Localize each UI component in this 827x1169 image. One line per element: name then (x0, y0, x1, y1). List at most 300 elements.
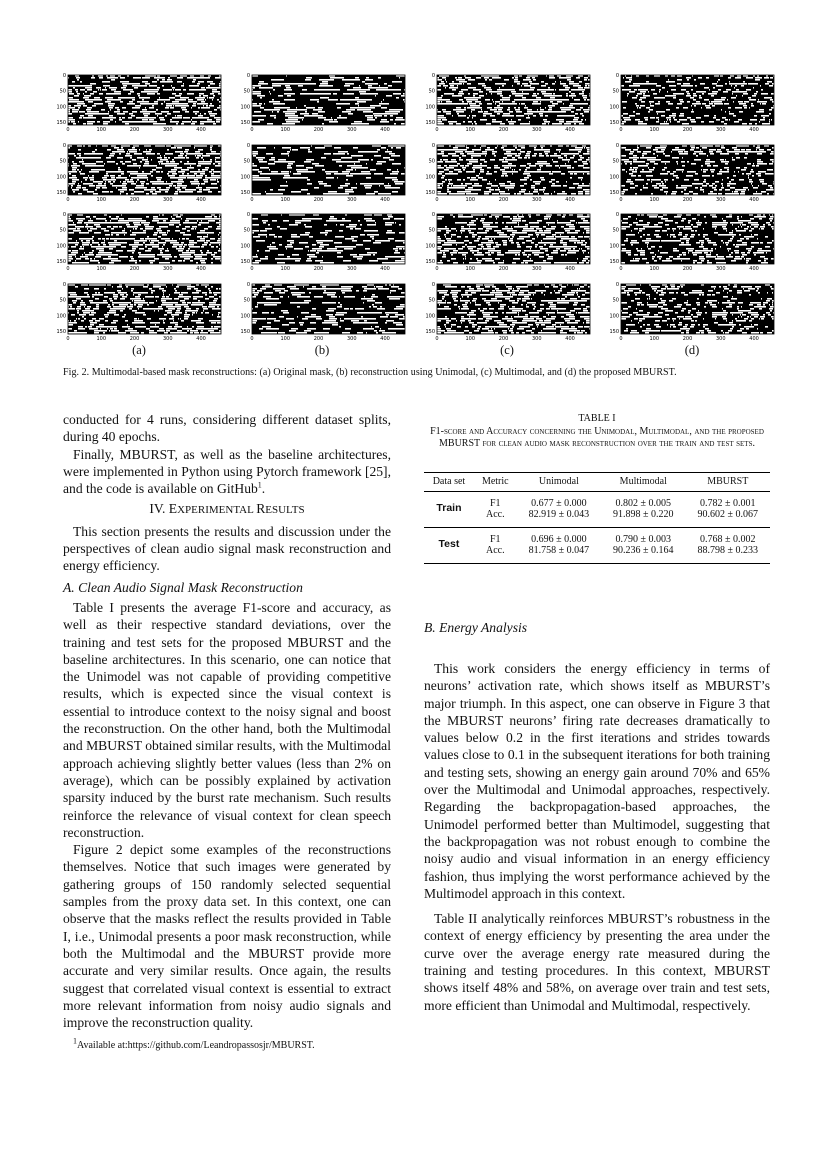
mask-speck (744, 157, 745, 159)
mask-speck (561, 77, 566, 79)
mask-speck (89, 87, 92, 89)
mask-speck (362, 89, 370, 91)
mask-speck (493, 236, 496, 238)
mask-speck (471, 155, 473, 157)
mask-speck (138, 256, 142, 258)
mask-speck (388, 240, 390, 242)
mask-speck (760, 119, 765, 121)
mask-speck (259, 121, 260, 123)
mask-speck (713, 87, 715, 89)
mask-speck (182, 109, 185, 111)
mask-speck (653, 161, 655, 163)
mask-speck (623, 189, 628, 191)
mask-speck (190, 222, 195, 224)
mask-panel (56, 143, 246, 205)
mask-speck (635, 119, 640, 121)
mask-speck (105, 181, 106, 183)
mask-speck (103, 121, 108, 123)
mask-speck (523, 260, 526, 262)
mask-speck (142, 81, 144, 83)
mask-speck (465, 183, 466, 185)
mask-speck (294, 248, 297, 250)
mask-speck (540, 109, 544, 111)
mask-speck (761, 153, 762, 155)
mask-panel (56, 212, 246, 274)
mask-speck (89, 177, 92, 179)
mask-speck (175, 99, 178, 101)
mask-speck (661, 181, 663, 183)
mask-speck (537, 232, 542, 234)
mask-speck (545, 107, 546, 109)
mask-speck (193, 242, 197, 244)
mask-speck (545, 163, 550, 165)
mask-speck (694, 151, 696, 153)
mask-speck (191, 153, 194, 155)
mask-speck (562, 222, 566, 224)
mask-speck (437, 242, 441, 244)
mask-speck (113, 258, 118, 260)
mask-speck (160, 250, 162, 252)
mask-speck (452, 248, 456, 250)
mask-speck (445, 93, 449, 95)
mask-speck (141, 185, 144, 187)
mask-speck (654, 185, 657, 187)
mask-speck (166, 161, 169, 163)
mask-speck (724, 167, 729, 169)
mask-speck (158, 77, 160, 79)
mask-speck (478, 248, 482, 250)
mask-speck (760, 103, 761, 105)
mask-speck (152, 105, 154, 107)
mask-speck (315, 165, 316, 167)
mask-speck (467, 246, 472, 248)
mask-speck (733, 115, 736, 117)
mask-speck (464, 185, 467, 187)
mask-speck (213, 256, 217, 258)
mask-speck (465, 149, 467, 151)
mask-speck (102, 252, 107, 254)
mask-speck (528, 230, 532, 232)
mask-speck (486, 244, 491, 246)
mask-speck (150, 262, 153, 264)
mask-speck (764, 97, 769, 99)
mask-speck (75, 242, 79, 244)
mask-speck (347, 151, 348, 153)
mask-speck (351, 236, 352, 238)
mask-speck (152, 103, 153, 105)
mask-speck (394, 123, 396, 125)
mask-speck (550, 228, 555, 230)
mask-speck (87, 232, 89, 234)
mask-speck (380, 121, 389, 123)
mask-speck (625, 163, 627, 165)
mask-speck (199, 258, 202, 260)
mask-speck (111, 234, 113, 236)
mask-speck (538, 226, 539, 228)
mask-speck (218, 191, 220, 193)
mask-speck (710, 169, 715, 171)
mask-speck (136, 232, 137, 234)
mask-speck (102, 238, 105, 240)
mask-speck (87, 123, 89, 125)
mask-speck (153, 256, 155, 258)
mask-speck (537, 181, 541, 183)
mask-speck (379, 103, 385, 105)
mask-speck (701, 169, 702, 171)
x-tick-label: 0 (66, 197, 70, 203)
mask-speck (97, 103, 99, 105)
mask-speck (528, 89, 530, 91)
mask-speck (197, 155, 201, 157)
mask-speck (166, 153, 169, 155)
mask-speck (540, 111, 545, 113)
mask-speck (191, 191, 193, 193)
mask-speck (708, 93, 711, 95)
mask-speck (84, 189, 88, 191)
mask-speck (683, 119, 687, 121)
mask-speck (258, 119, 264, 121)
mask-speck (476, 250, 479, 252)
mask-speck (131, 177, 132, 179)
mask-speck (74, 246, 76, 248)
mask-speck (538, 252, 543, 254)
mask-speck (89, 123, 91, 125)
mask-speck (480, 119, 484, 121)
mask-speck (340, 185, 348, 187)
mask-speck (642, 169, 644, 171)
mask-speck (462, 89, 465, 91)
mask-speck (77, 153, 81, 155)
mask-speck (497, 185, 498, 187)
mask-speck (340, 224, 344, 226)
mask-speck (446, 113, 451, 115)
mask-speck (103, 244, 105, 246)
mask-speck (145, 117, 147, 119)
mask-speck (487, 183, 492, 185)
mask-speck (111, 218, 115, 220)
mask-speck (564, 244, 567, 246)
mask-speck (760, 163, 763, 165)
mask-speck (753, 105, 754, 107)
mask-speck (507, 216, 510, 218)
mask-speck (726, 89, 731, 91)
mask-speck (566, 77, 571, 79)
mask-speck (654, 97, 656, 99)
mask-speck (130, 238, 135, 240)
mask-speck (174, 167, 178, 169)
mask-speck (517, 244, 520, 246)
y-tick-label: 150 (56, 189, 66, 196)
mask-speck (530, 113, 533, 115)
mask-speck (581, 240, 585, 242)
mask-speck (178, 171, 183, 173)
mask-speck (160, 183, 163, 185)
mask-speck (96, 189, 97, 191)
mask-speck (640, 179, 644, 181)
mask-speck (256, 157, 265, 159)
mask-speck (736, 89, 739, 91)
mask-speck (319, 79, 324, 81)
mask-speck (470, 171, 475, 173)
mask-speck (582, 260, 586, 262)
mask-speck (91, 117, 96, 119)
x-tick-label: 0 (435, 127, 439, 133)
mask-speck (100, 169, 105, 171)
mask-speck (734, 193, 739, 195)
mask-speck (497, 89, 501, 91)
mask-speck (385, 103, 389, 105)
mask-speck (108, 258, 113, 260)
mask-speck (309, 236, 310, 238)
mask-speck (71, 187, 72, 189)
mask-speck (200, 175, 203, 177)
mask-speck (506, 171, 508, 173)
mask-speck (179, 222, 180, 224)
mask-speck (441, 95, 443, 97)
mask-speck (573, 232, 578, 234)
y-tick-label: 50 (428, 88, 435, 95)
mask-speck (691, 163, 696, 165)
mask-speck (88, 230, 92, 232)
mask-speck (559, 121, 561, 123)
mask-speck (335, 250, 343, 252)
mask-speck (306, 159, 314, 161)
mask-speck (302, 218, 306, 220)
mask-speck (526, 167, 530, 169)
mask-speck (464, 240, 469, 242)
mask-speck (642, 89, 644, 91)
mask-speck (150, 226, 154, 228)
mask-speck (98, 183, 102, 185)
mask-speck (573, 85, 574, 87)
mask-speck (72, 81, 74, 83)
mask-speck (721, 97, 726, 99)
mask-speck (284, 175, 290, 177)
mask-speck (79, 220, 83, 222)
mask-speck (181, 123, 184, 125)
mask-speck (95, 111, 97, 113)
mask-speck (72, 161, 74, 163)
mask-speck (439, 103, 443, 105)
mask-speck (202, 240, 205, 242)
mask-speck (467, 163, 471, 165)
mask-speck (745, 153, 748, 155)
mask-speck (80, 157, 83, 159)
mask-speck (95, 157, 96, 159)
mask-speck (147, 117, 149, 119)
mask-speck (345, 117, 347, 119)
mask-speck (447, 191, 451, 193)
mask-speck (642, 171, 644, 173)
mask-speck (86, 165, 88, 167)
mask-speck (76, 77, 79, 79)
mask-speck (510, 252, 515, 254)
mask-speck (385, 222, 392, 224)
mask-speck (370, 236, 372, 238)
mask-speck (216, 121, 220, 123)
mask-speck (755, 79, 758, 81)
mask-speck (550, 230, 551, 232)
mask-speck (474, 103, 476, 105)
mask-speck (506, 99, 510, 101)
mask-speck (87, 242, 90, 244)
mask-speck (734, 171, 735, 173)
mask-speck (75, 250, 78, 252)
mask-speck (441, 177, 444, 179)
mask-speck (524, 89, 528, 91)
mask-speck (146, 113, 150, 115)
mask-speck (91, 163, 96, 165)
mask-speck (345, 83, 348, 85)
mask-speck (532, 95, 537, 97)
mask-speck (570, 262, 573, 264)
mask-speck (758, 151, 762, 153)
mask-speck (136, 228, 137, 230)
mask-panel (240, 143, 430, 205)
mask-speck (386, 83, 387, 85)
mask-speck (665, 123, 669, 125)
mask-speck (505, 161, 508, 163)
mask-speck (762, 101, 767, 103)
mask-speck (543, 191, 544, 193)
mask-speck (171, 216, 172, 218)
mask-speck (563, 244, 564, 246)
mask-speck (496, 101, 500, 103)
mask-speck (567, 159, 570, 161)
mask-speck (513, 121, 516, 123)
mask-speck (469, 115, 470, 117)
mask-speck (484, 111, 488, 113)
mask-speck (513, 159, 517, 161)
mask-speck (215, 159, 216, 161)
mask-speck (463, 258, 464, 260)
mask-speck (578, 240, 579, 242)
mask-speck (111, 244, 113, 246)
mask-speck (560, 246, 563, 248)
mask-speck (135, 228, 136, 230)
mask-speck (657, 113, 658, 115)
mask-speck (127, 226, 129, 228)
mask-speck (133, 177, 136, 179)
mask-speck (510, 89, 512, 91)
mask-speck (96, 248, 98, 250)
mask-speck (437, 262, 442, 264)
mask-speck (130, 91, 132, 93)
mask-speck (191, 107, 192, 109)
mask-speck (583, 167, 584, 169)
mask-speck (699, 95, 701, 97)
mask-speck (92, 242, 96, 244)
mask-speck (566, 222, 571, 224)
mask-speck (175, 89, 180, 91)
mask-speck (514, 81, 519, 83)
mask-speck (748, 177, 749, 179)
mask-speck (530, 226, 531, 228)
mask-speck (651, 181, 652, 183)
mask-speck (659, 89, 661, 91)
mask-speck (648, 167, 649, 169)
mask-speck (204, 77, 207, 79)
mask-speck (132, 232, 134, 234)
mask-speck (491, 115, 492, 117)
mask-speck (753, 163, 754, 165)
mask-speck (484, 193, 489, 195)
mask-speck (551, 179, 555, 181)
mask-speck (477, 262, 481, 264)
mask-speck (389, 153, 395, 155)
mask-speck (524, 85, 529, 87)
mask-speck (368, 87, 373, 89)
mask-speck (713, 183, 715, 185)
mask-speck (71, 246, 72, 248)
mask-speck (206, 87, 208, 89)
mask-speck (110, 220, 111, 222)
mask-speck (567, 115, 572, 117)
mask-speck (570, 103, 575, 105)
mask-speck (569, 187, 572, 189)
mask-speck (466, 244, 467, 246)
x-tick-label: 0 (435, 266, 439, 272)
mask-speck (536, 97, 541, 99)
mask-speck (460, 230, 465, 232)
mask-speck (206, 153, 209, 155)
mask-speck (569, 81, 574, 83)
mask-speck (493, 246, 496, 248)
mask-speck (141, 173, 146, 175)
mask-speck (717, 149, 721, 151)
mask-speck (334, 242, 337, 244)
mask-speck (761, 93, 762, 95)
mask-speck (490, 103, 492, 105)
mask-speck (219, 165, 224, 167)
mask-speck (92, 236, 94, 238)
mask-speck (287, 95, 291, 97)
mask-speck (556, 149, 558, 151)
mask-speck (165, 262, 170, 264)
mask-speck (653, 167, 655, 169)
mask-speck (150, 181, 154, 183)
mask-speck (575, 99, 580, 101)
mask-speck (677, 83, 678, 85)
mask-speck (463, 93, 464, 95)
mask-speck (572, 95, 573, 97)
mask-speck (157, 187, 161, 189)
mask-speck (259, 87, 265, 89)
mask-speck (446, 149, 450, 151)
mask-speck (503, 165, 504, 167)
mask-speck (496, 246, 497, 248)
mask-speck (749, 123, 752, 125)
mask-speck (395, 183, 401, 185)
mask-speck (199, 117, 204, 119)
mask-speck (272, 101, 280, 103)
mask-speck (255, 260, 258, 262)
mask-speck (484, 119, 487, 121)
x-tick-label: 400 (380, 197, 390, 203)
mask-speck (388, 238, 394, 240)
mask-speck (539, 165, 543, 167)
mask-speck (752, 165, 755, 167)
mask-speck (193, 167, 194, 169)
mask-speck (179, 224, 181, 226)
mask-speck (514, 226, 516, 228)
mask-speck (252, 153, 258, 155)
mask-speck (490, 226, 492, 228)
mask-speck (214, 187, 218, 189)
mask-speck (172, 117, 177, 119)
mask-speck (638, 89, 642, 91)
mask-speck (108, 256, 111, 258)
